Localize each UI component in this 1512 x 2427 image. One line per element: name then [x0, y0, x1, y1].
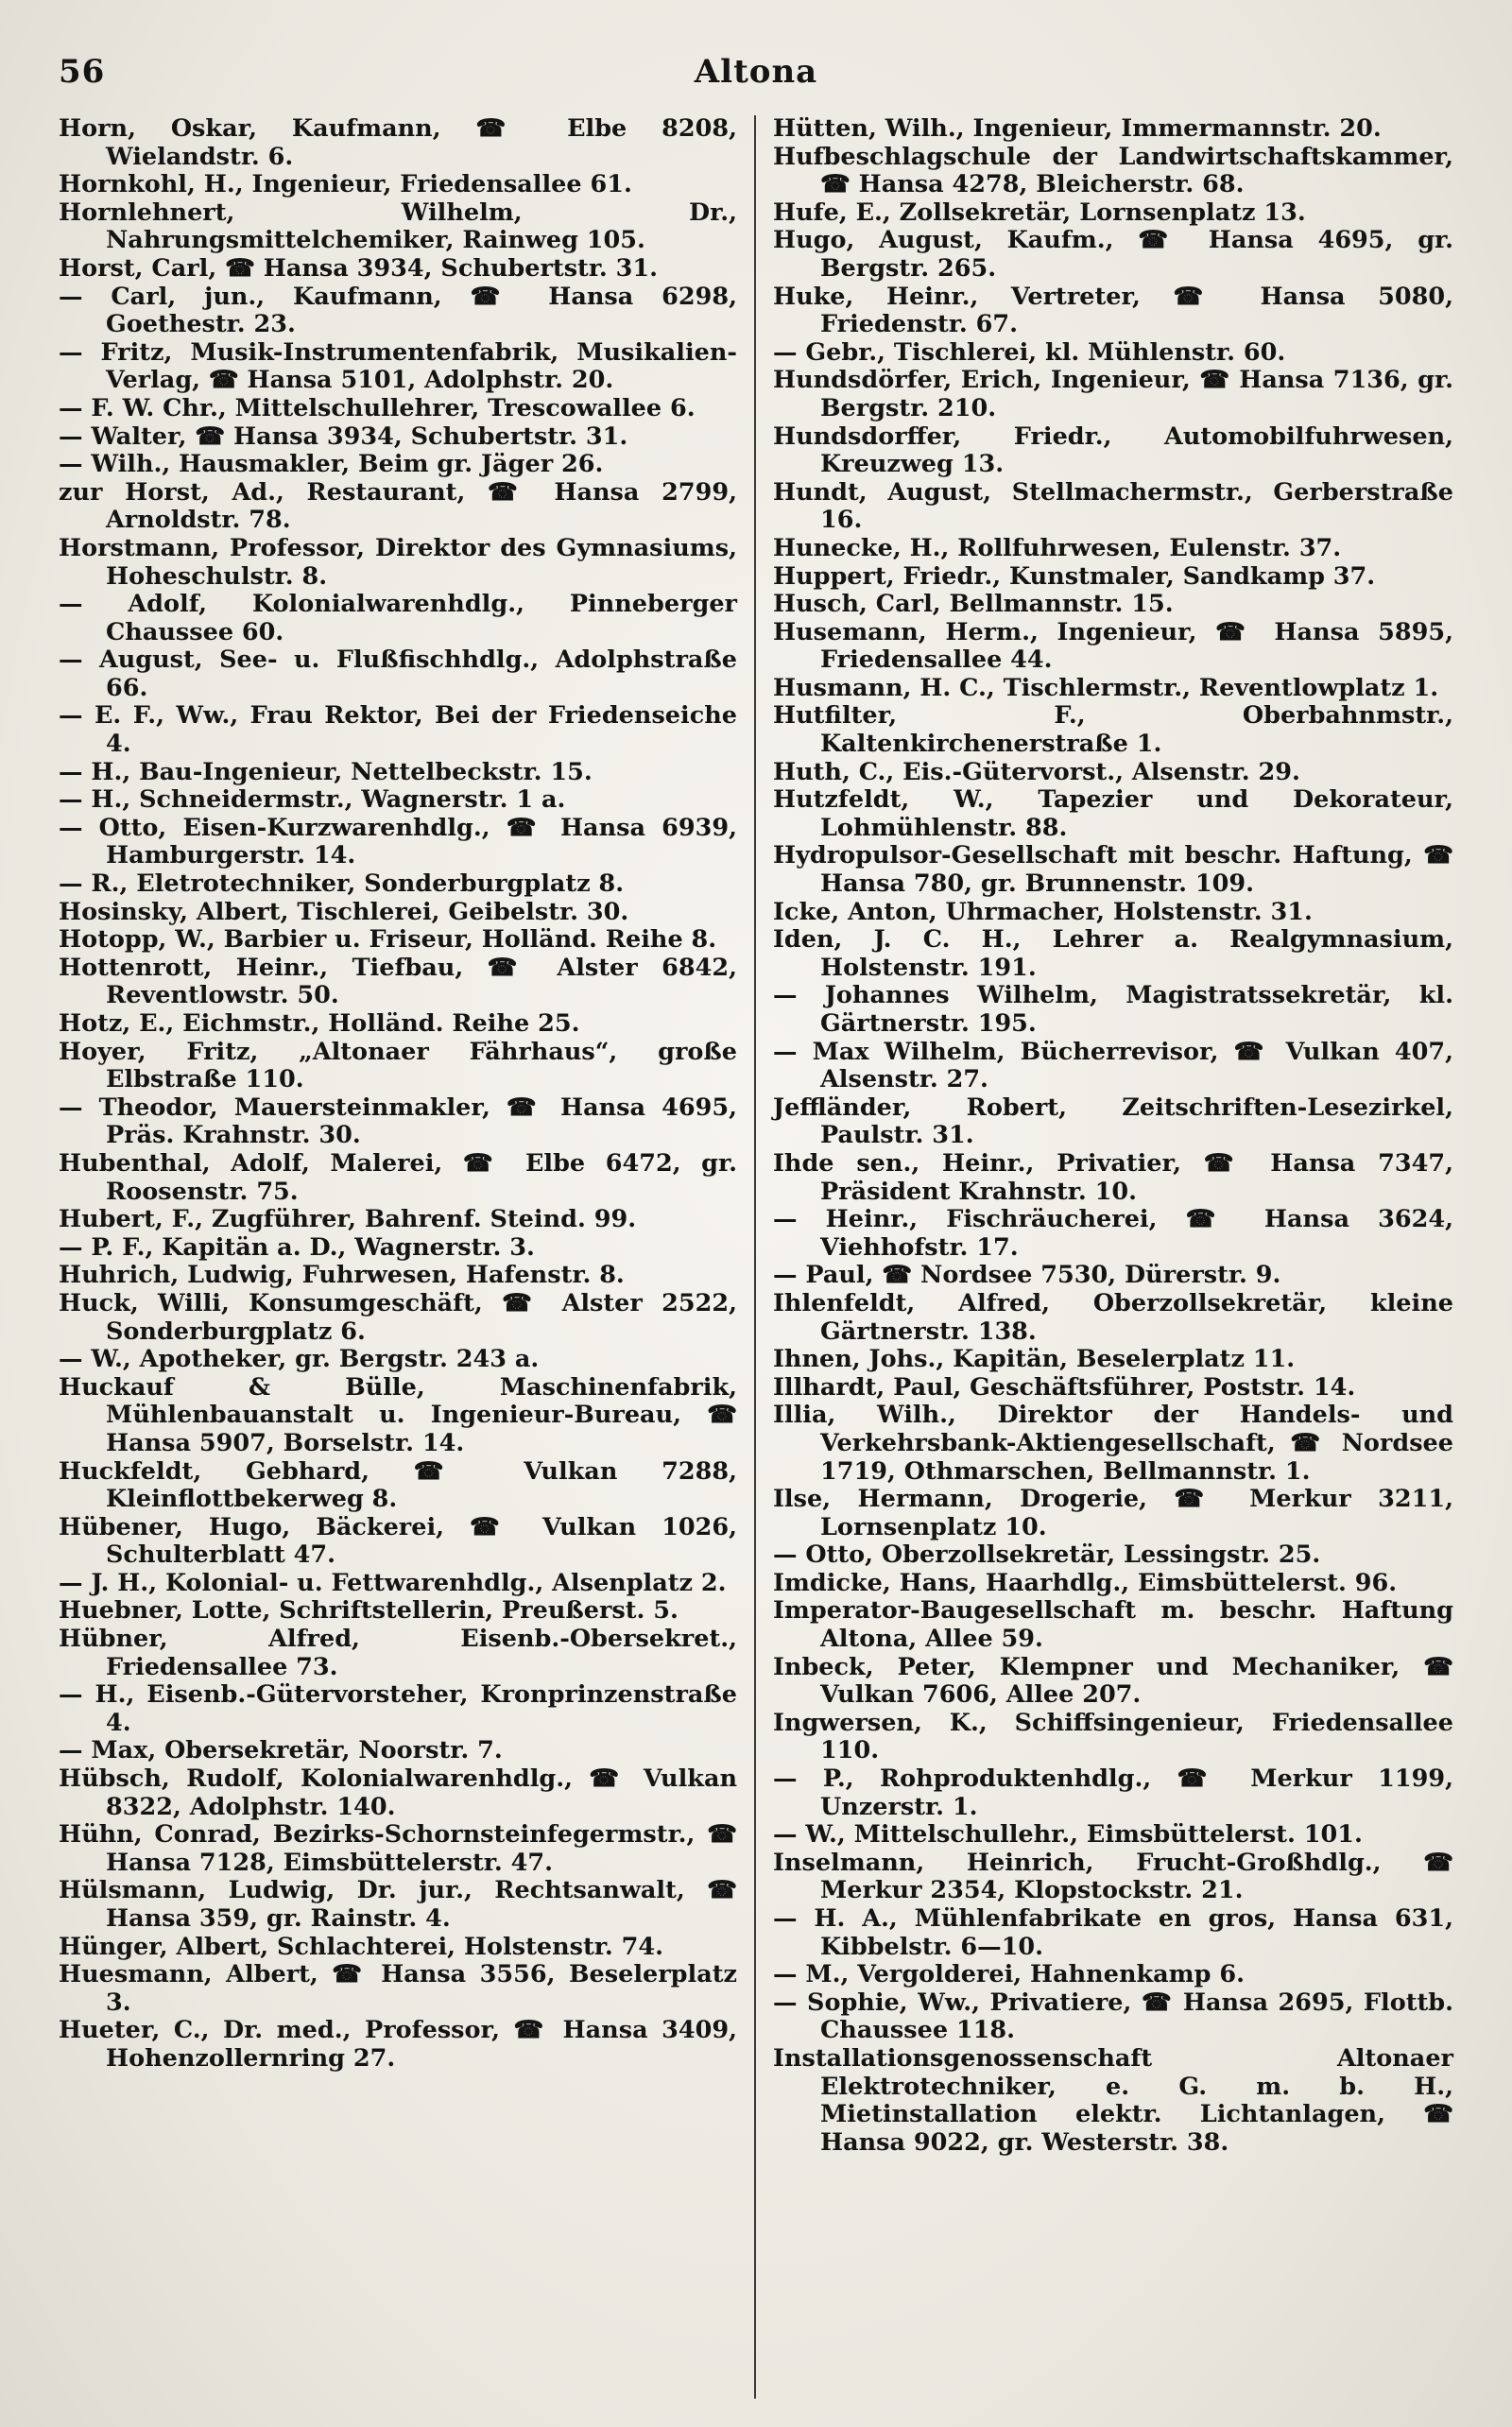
directory-entry: — Max, Obersekretär, Noorstr. 7. [59, 1736, 503, 1765]
directory-entry: Hundsdorffer, Friedr., Automobilfuhrwesen, Kreuzweg 13. [773, 422, 1453, 479]
directory-entry: — Otto, Oberzollsekretär, Lessingstr. 25. [773, 1541, 1321, 1570]
directory-entry: — Wilh., Hausmakler, Beim gr. Jäger 26. [59, 450, 604, 479]
directory-entry: Hufbeschlagschule der Landwirtschaftskammer, ☎ Hansa 4278, Bleicherstr. 68. [773, 142, 1453, 199]
directory-entry: Huesmann, Albert, ☎ Hansa 3556, Beselerplatz 3. [59, 1960, 737, 2017]
directory-entry: Husemann, Herm., Ingenieur, ☎ Hansa 5895, Friedensallee 44. [773, 617, 1453, 675]
directory-entry: Husmann, H. C., Tischlermstr., Reventlowplatz 1. [773, 673, 1439, 702]
directory-entry: Hundsdörfer, Erich, Ingenieur, ☎ Hansa 7136, gr. Bergstr. 210. [773, 366, 1453, 422]
page-number: 56 [59, 53, 106, 91]
right-column [756, 115, 1453, 2399]
directory-entry: — E. F., Ww., Frau Rektor, Bei der Friedenseiche 4. [59, 701, 737, 759]
directory-entry: zur Horst, Ad., Restaurant, ☎ Hansa 2799, Arnoldstr. 78. [59, 477, 737, 535]
directory-entry: — Walter, ☎ Hansa 3934, Schubertstr. 31. [59, 422, 628, 451]
directory-entry: — Adolf, Kolonialwarenhdlg., Pinneberger Chaussee 60. [59, 590, 737, 646]
directory-entry: Horstmann, Professor, Direktor des Gymnasiums, Hoheschulstr. 8. [59, 533, 737, 591]
directory-entry: — Johannes Wilhelm, Magistratssekretär, kl. Gärtnerstr. 195. [773, 981, 1453, 1038]
left-column [59, 115, 756, 2399]
page-header [59, 53, 1453, 113]
directory-entry: Ihlenfeldt, Alfred, Oberzollsekretär, kleine Gärtnerstr. 138. [773, 1288, 1453, 1346]
directory-entry: Hoyer, Fritz, „Altonaer Fährhaus“, große Elbstraße 110. [59, 1037, 737, 1094]
directory-entry: Huck, Willi, Konsumgeschäft, ☎ Alster 2522, Sonderburgplatz 6. [59, 1288, 737, 1346]
directory-entry: Hülsmann, Ludwig, Dr. jur., Rechtsanwalt, ☎ Hansa 359, gr. Rainstr. 4. [59, 1876, 737, 1933]
directory-entry: Inbeck, Peter, Klempner und Mechaniker, ☎ Vulkan 7606, Allee 207. [773, 1652, 1453, 1710]
directory-entry: Installationsgenossenschaft Altonaer Elektrotechniker, e. G. m. b. H., Mietinstallation elektr. Lichtanlagen, ☎ Hansa 9022, gr. Westerstr. 38. [773, 2043, 1453, 2157]
directory-entry: — H., Schneidermstr., Wagnerstr. 1 a. [59, 785, 566, 815]
directory-entry: Hübner, Alfred, Eisenb.-Obersekret., Friedensallee 73. [59, 1625, 737, 1681]
directory-entry: — August, See- u. Flußfischhdlg., Adolphstraße 66. [59, 645, 737, 702]
directory-entry: Huckfeldt, Gebhard, ☎ Vulkan 7288, Kleinflottbekerweg 8. [59, 1456, 737, 1514]
directory-entry: Ihnen, Johs., Kapitän, Beselerplatz 11. [773, 1345, 1296, 1374]
directory-entry: Huppert, Friedr., Kunstmaler, Sandkamp 37. [773, 561, 1376, 591]
directory-entry: Hübener, Hugo, Bäckerei, ☎ Vulkan 1026, Schulterblatt 47. [59, 1512, 737, 1570]
directory-entry: — M., Vergolderei, Hahnenkamp 6. [773, 1960, 1245, 1989]
directory-columns [59, 115, 1453, 2399]
directory-entry: Hufe, E., Zollsekretär, Lornsenplatz 13. [773, 198, 1306, 227]
directory-entry: Hubert, F., Zugführer, Bahrenf. Steind. 99. [59, 1205, 637, 1234]
directory-entry: Hornlehnert, Wilhelm, Dr., Nahrungsmittelchemiker, Rainweg 105. [59, 198, 737, 255]
directory-entry: — Heinr., Fischräucherei, ☎ Hansa 3624, Viehhofstr. 17. [773, 1205, 1453, 1262]
directory-entry: — Paul, ☎ Nordsee 7530, Dürerstr. 9. [773, 1261, 1281, 1290]
directory-entry: Horn, Oskar, Kaufmann, ☎ Elbe 8208, Wielandstr. 6. [59, 114, 737, 171]
directory-entry: Hugo, August, Kaufm., ☎ Hansa 4695, gr. Bergstr. 265. [773, 226, 1453, 283]
directory-entry: Ihde sen., Heinr., Privatier, ☎ Hansa 7347, Präsident Krahnstr. 10. [773, 1148, 1453, 1206]
directory-entry: Huckauf & Bülle, Maschinenfabrik, Mühlenbauanstalt u. Ingenieur-Bureau, ☎ Hansa 5907, Borselstr. 14. [59, 1372, 737, 1457]
directory-entry: — Max Wilhelm, Bücherrevisor, ☎ Vulkan 407, Alsenstr. 27. [773, 1037, 1453, 1094]
directory-entry: Imdicke, Hans, Haarhdlg., Eimsbüttelerst. 96. [773, 1568, 1398, 1597]
directory-entry: Huth, C., Eis.-Gütervorst., Alsenstr. 29. [773, 757, 1300, 786]
directory-entry: — W., Apotheker, gr. Bergstr. 243 a. [59, 1345, 540, 1374]
directory-entry: — Carl, jun., Kaufmann, ☎ Hansa 6298, Goethestr. 23. [59, 282, 737, 339]
directory-entry: — R., Eletrotechniker, Sonderburgplatz 8. [59, 869, 625, 899]
directory-entry: Hunecke, H., Rollfuhrwesen, Eulenstr. 37. [773, 533, 1342, 562]
directory-entry: Hotz, E., Eichmstr., Holländ. Reihe 25. [59, 1009, 580, 1038]
directory-entry: Hütten, Wilh., Ingenieur, Immermannstr. 20. [773, 114, 1382, 143]
directory-entry: Hornkohl, H., Ingenieur, Friedensallee 61. [59, 170, 632, 199]
directory-entry: Hosinsky, Albert, Tischlerei, Geibelstr. 30. [59, 897, 629, 926]
directory-entry: — J. H., Kolonial- u. Fettwarenhdlg., Alsenplatz 2. [59, 1568, 727, 1597]
directory-entry: Hueter, C., Dr. med., Professor, ☎ Hansa 3409, Hohenzollernring 27. [59, 2016, 737, 2073]
directory-entry: — P., Rohproduktenhdlg., ☎ Merkur 1199, Unzerstr. 1. [773, 1764, 1453, 1821]
directory-entry: — H., Bau-Ingenieur, Nettelbeckstr. 15. [59, 757, 593, 786]
directory-entry: — Otto, Eisen-Kurzwarenhdlg., ☎ Hansa 6939, Hamburgerstr. 14. [59, 813, 737, 870]
directory-entry: Hutzfeldt, W., Tapezier und Dekorateur, Lohmühlenstr. 88. [773, 785, 1453, 842]
directory-entry: Hübsch, Rudolf, Kolonialwarenhdlg., ☎ Vulkan 8322, Adolphstr. 140. [59, 1764, 737, 1821]
directory-entry: Icke, Anton, Uhrmacher, Holstenstr. 31. [773, 897, 1313, 926]
directory-entry: Husch, Carl, Bellmannstr. 15. [773, 590, 1174, 619]
directory-entry: Hühn, Conrad, Bezirks-Schornsteinfegermstr., ☎ Hansa 7128, Eimsbüttelerstr. 47. [59, 1820, 737, 1877]
directory-entry: Hubenthal, Adolf, Malerei, ☎ Elbe 6472, gr. Roosenstr. 75. [59, 1148, 737, 1206]
directory-entry: Huke, Heinr., Vertreter, ☎ Hansa 5080, Friedenstr. 67. [773, 282, 1453, 339]
directory-entry: Hotopp, W., Barbier u. Friseur, Holländ. Reihe 8. [59, 925, 717, 955]
page-title: Altona [694, 53, 818, 91]
directory-entry: — H. A., Mühlenfabrikate en gros, Hansa 631, Kibbelstr. 6—10. [773, 1904, 1453, 1961]
directory-entry: Hutfilter, F., Oberbahnmstr., Kaltenkirchenerstraße 1. [773, 701, 1453, 759]
directory-entry: — P. F., Kapitän a. D., Wagnerstr. 3. [59, 1232, 535, 1262]
directory-entry: Inselmann, Heinrich, Frucht-Großhdlg., ☎ Merkur 2354, Klopstockstr. 21. [773, 1848, 1453, 1905]
directory-entry: Huebner, Lotte, Schriftstellerin, Preußerst. 5. [59, 1596, 679, 1626]
directory-entry: — Gebr., Tischlerei, kl. Mühlenstr. 60. [773, 337, 1286, 367]
directory-entry: Ingwersen, K., Schiffsingenieur, Friedensallee 110. [773, 1708, 1453, 1765]
directory-entry: — Fritz, Musik-Instrumentenfabrik, Musikalien-Verlag, ☎ Hansa 5101, Adolphstr. 20. [59, 337, 737, 395]
directory-entry: Hydropulsor-Gesellschaft mit beschr. Haftung, ☎ Hansa 780, gr. Brunnenstr. 109. [773, 841, 1453, 899]
directory-entry: Huhrich, Ludwig, Fuhrwesen, Hafenstr. 8. [59, 1261, 625, 1290]
directory-entry: Hottenrott, Heinr., Tiefbau, ☎ Alster 6842, Reventlowstr. 50. [59, 953, 737, 1010]
directory-entry: Imperator-Baugesellschaft m. beschr. Haftung Altona, Allee 59. [773, 1596, 1453, 1654]
directory-entry: Hundt, August, Stellmachermstr., Gerberstraße 16. [773, 477, 1453, 535]
directory-entry: Illia, Wilh., Direktor der Handels- und Verkehrsbank-Aktiengesellschaft, ☎ Nordsee 1719, Othmarschen, Bellmannstr. 1. [773, 1401, 1453, 1486]
directory-entry: — Theodor, Mauersteinmakler, ☎ Hansa 4695, Präs. Krahnstr. 30. [59, 1093, 737, 1150]
directory-entry: Iden, J. C. H., Lehrer a. Realgymnasium, Holstenstr. 191. [773, 925, 1453, 982]
directory-entry: — Sophie, Ww., Privatiere, ☎ Hansa 2695, Flottb. Chaussee 118. [773, 1988, 1453, 2045]
directory-entry: — F. W. Chr., Mittelschullehrer, Trescowallee 6. [59, 393, 696, 422]
directory-entry: — H., Eisenb.-Gütervorsteher, Kronprinzenstraße 4. [59, 1680, 737, 1737]
directory-entry: Ilse, Hermann, Drogerie, ☎ Merkur 3211, Lornsenplatz 10. [773, 1485, 1453, 1541]
directory-entry: Illhardt, Paul, Geschäftsführer, Poststr. 14. [773, 1372, 1356, 1402]
directory-entry: Hünger, Albert, Schlachterei, Holstenstr. 74. [59, 1932, 663, 1961]
directory-entry: Jeffländer, Robert, Zeitschriften-Lesezirkel, Paulstr. 31. [773, 1093, 1453, 1150]
directory-entry: — W., Mittelschullehr., Eimsbüttelerst. 101. [773, 1820, 1363, 1850]
directory-entry: Horst, Carl, ☎ Hansa 3934, Schubertstr. 31. [59, 253, 659, 283]
